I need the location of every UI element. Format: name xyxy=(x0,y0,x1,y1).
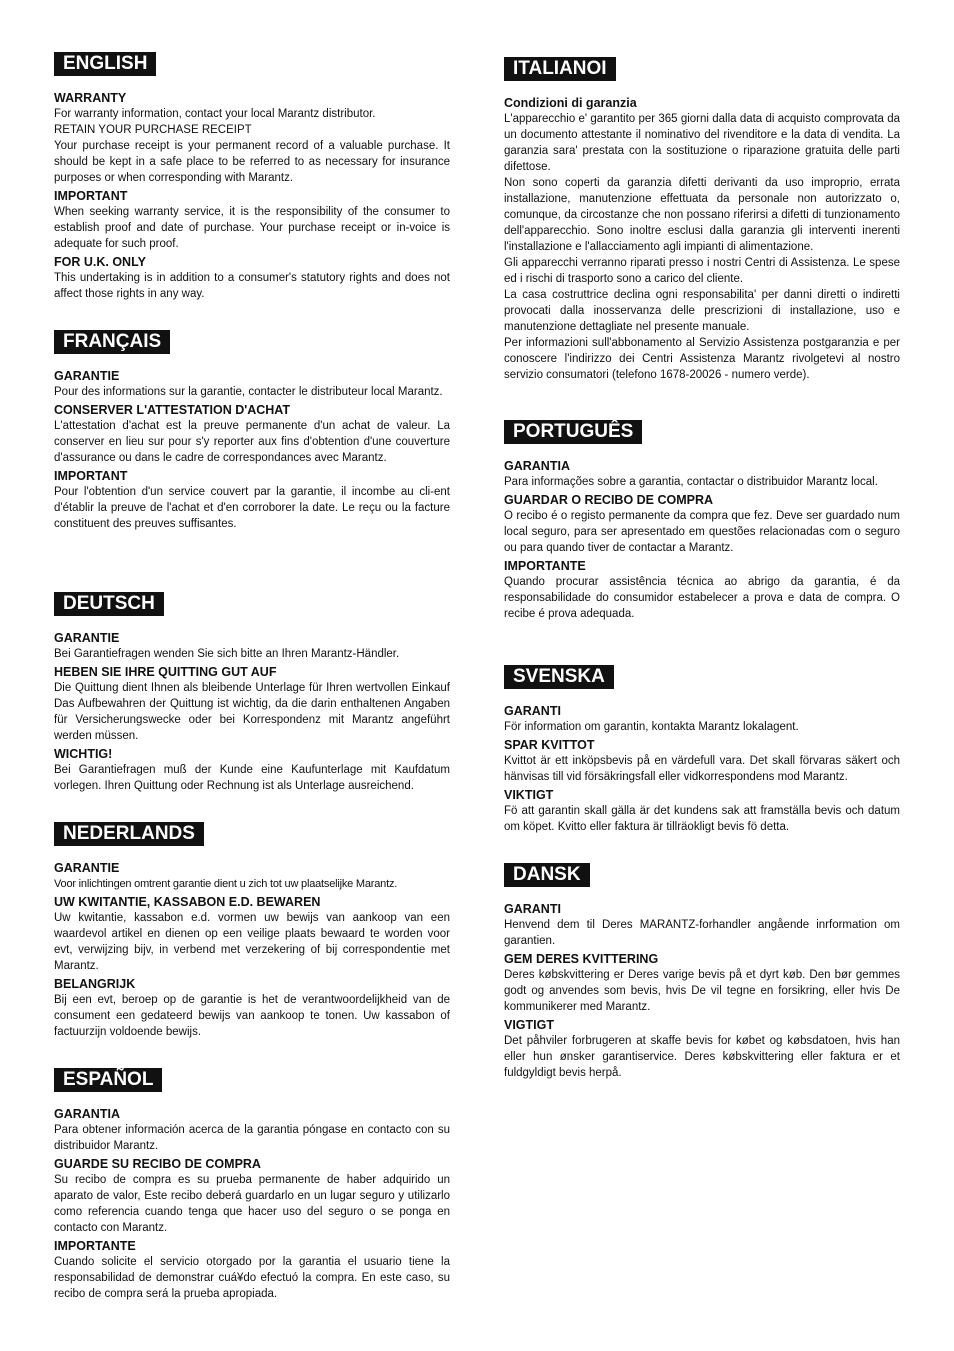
section-title: DEUTSCH xyxy=(54,592,164,616)
paragraph: Bij een evt, beroep op de garantie is het de verantwoordelijkheid van de consument een gedateerd bewijs van aankoop te tonen. Uw kassabon of factuurzijn voldoende bewijs. xyxy=(54,994,450,1038)
paragraph: Kvittot är ett inköpsbevis på en värdefull vara. Det skall förvaras säkert och hänvisas till vid försäkringsfall eller vidkorrespondens mod Marantz. xyxy=(504,755,900,783)
section-heading: CONSERVER L'ATTESTATION D'ACHAT xyxy=(54,403,291,417)
section-heading: GUARDE SU RECIBO DE COMPRA xyxy=(54,1157,261,1171)
section-heading: GARANTIE xyxy=(54,369,120,383)
section-heading: IMPORTANTE xyxy=(504,559,586,573)
section-heading: WARRANTY xyxy=(54,91,127,105)
section-heading: WICHTIG! xyxy=(54,747,113,761)
section-heading: IMPORTANT xyxy=(54,469,128,483)
paragraph: Deres købskvittering er Deres varige bevis på et dyrt køb. Den bør gemmes godt og anvendes som bevis, hvis De vil tegne en forsikring, eller hvis De kommunikerer med Marantz. xyxy=(504,969,900,1013)
section-heading: GARANTIA xyxy=(504,459,570,473)
section-heading: GARANTI xyxy=(504,902,561,916)
english-section xyxy=(54,52,450,304)
paragraph: Pour des informations sur la garantie, contacter le distributeur local Marantz. xyxy=(54,386,443,398)
paragraph: Uw kwitantie, kassabon e.d. vormen uw bewijs van aankoop van een waardevol artikel en dienen op een veilige plaats bewaard te worden voor evt, verwijzing bijv, in verbend met verzekering of bij correspondentie met Marantz. xyxy=(54,912,450,972)
section-title: SVENSKA xyxy=(504,665,614,689)
paragraph: RETAIN YOUR PURCHASE RECEIPT xyxy=(54,124,252,136)
paragraph: Para informações sobre a garantia, contactar o distribuidor Marantz local. xyxy=(504,476,878,488)
portugues-section xyxy=(504,420,900,624)
paragraph: L'apparecchio e' garantito per 365 giorni dalla data di acquisto comprovata da un documento attestante il nominativo del rivenditore e la data di vendita. La garanzia sara' prestata con la sostituzione o riparazione gratuita delle parti difettose. xyxy=(504,113,900,173)
paragraph: Det påhviler forbrugeren at skaffe bevis for købet og købsdatoen, hvis han eller hun ønsker garantiservice. Deres købskvittering eller faktura er et fuldgyldigt bevis herpå. xyxy=(504,1035,900,1079)
svenska-section xyxy=(504,665,900,837)
paragraph: Cuando solicite el servicio otorgado por la garantia el usuario tiene la responsabilidad de demonstrar cuá¥do efectuó la compra. En este caso, su recibo de compra será la prueba apropiada. xyxy=(54,1256,450,1300)
section-heading: IMPORTANT xyxy=(54,189,128,203)
paragraph: Bei Garantiefragen muß der Kunde eine Kaufunterlage mit Kaufdatum vorlegen. Ihren Quittung oder Rechnung ist als Unterlage ausreichend. xyxy=(54,764,450,792)
paragraph: Per informazioni sull'abbonamento al Servizio Assistenza postgaranzia e per conoscere l'indirizzo dei Centri Assistenza Marantz rivolgetevi al nostro servizio consumatori (telefono 1678-20026 - numero verde). xyxy=(504,337,900,381)
section-heading: Condizioni di garanzia xyxy=(504,96,637,110)
section-heading: VIKTIGT xyxy=(504,788,554,802)
nederlands-section xyxy=(54,822,450,1042)
paragraph: Para obtener información acerca de la garantia póngase en contacto con su distribuidor Marantz. xyxy=(54,1124,450,1152)
section-title: DANSK xyxy=(504,863,590,887)
paragraph: For warranty information, contact your local Marantz distributor. xyxy=(54,108,376,120)
paragraph: O recibo é o registo permanente da compra que fez. Deve ser guardado num local seguro, para ser apresentado em questões relacionadas com o seguro ou para quando tiver de contactar a Marantz. xyxy=(504,510,900,554)
section-heading: GARANTIE xyxy=(54,861,120,875)
paragraph: L'attestation d'achat est la preuve permanente d'un achat de valeur. La conserver en lieu sur pour s'y reporter aux fins d'obtention d'une couverture d'assurance ou dans le cadre de correspondances avec Marantz. xyxy=(54,420,450,464)
paragraph: Gli apparecchi verranno riparati presso i nostri Centri di Assistenza. Le spese ed i rischi di trasporto sono a carico del cliente. xyxy=(504,257,900,285)
paragraph: Pour l'obtention d'un service couvert par la garantie, il incombe au cli-ent d'établir la preuve de l'achat et d'en corroborer la date. Le reçu ou la facture constituent des preuves suffisantes. xyxy=(54,486,450,530)
paragraph: Fö att garantin skall gälla är det kundens sak att framställa bevis och datum om köpet. Kvitto eller faktura är tillräokligt bevis fö detta. xyxy=(504,805,900,833)
section-title: NEDERLANDS xyxy=(54,822,204,846)
section-heading: GARANTIE xyxy=(54,631,120,645)
section-heading: FOR U.K. ONLY xyxy=(54,255,146,269)
section-heading: GARANTIA xyxy=(54,1107,120,1121)
francais-section xyxy=(54,330,450,534)
paragraph: Quando procurar assistência técnica ao abrigo da garantia, é da responsabilidade do consumidor estabelecer a prova e data de compra. O recibe é prova adequada. xyxy=(504,576,900,620)
section-heading: UW KWITANTIE, KASSABON E.D. BEWAREN xyxy=(54,895,321,909)
section-heading: SPAR KVITTOT xyxy=(504,738,595,752)
section-heading: BELANGRIJK xyxy=(54,977,136,991)
paragraph: För information om garantin, kontakta Marantz lokalagent. xyxy=(504,721,799,733)
paragraph: When seeking warranty service, it is the responsibility of the consumer to establish proof and date of purchase. Your purchase receipt or in-voice is adequate for such proof. xyxy=(54,206,450,250)
paragraph: Your purchase receipt is your permanent record of a valuable purchase. It should be kept in a safe place to be referred to as necessary for insurance purposes or when corresponding with Marantz. xyxy=(54,140,450,184)
paragraph: Bei Garantiefragen wenden Sie sich bitte an Ihren Marantz-Händler. xyxy=(54,648,400,660)
paragraph: This undertaking is in addition to a consumer's statutory rights and does not affect those rights in any way. xyxy=(54,272,450,300)
paragraph: Su recibo de compra es su prueba permanente de haber adquirido un aparato de valor, Este recibo deberá guardarlo en un lugar seguro y utilizarlo como referencia cuando tenga que hacer uso del seguro o se ponga en contacto con Marantz. xyxy=(54,1174,450,1234)
section-heading: IMPORTANTE xyxy=(54,1239,136,1253)
paragraph: Die Quittung dient Ihnen als bleibende Unterlage für Ihren wertvollen Einkauf Das Aufbewahren der Quittung ist wichtig, da die darin enthaltenen Angaben für Versicherungswecke oder bei Korrespondenz mit Marantz angeführt werden müssen. xyxy=(54,682,450,742)
section-title: PORTUGUÊS xyxy=(504,420,642,444)
section-title: FRANÇAIS xyxy=(54,330,170,354)
paragraph: Voor inlichtingen omtrent garantie dient u zich tot uw plaatselijke Marantz. xyxy=(54,878,398,890)
espanol-section xyxy=(54,1068,450,1304)
section-heading: HEBEN SIE IHRE QUITTING GUT AUF xyxy=(54,665,277,679)
section-title: ITALIANOI xyxy=(504,57,616,81)
section-heading: VIGTIGT xyxy=(504,1018,554,1032)
section-heading: GEM DERES KVITTERING xyxy=(504,952,659,966)
paragraph: Non sono coperti da garanzia difetti derivanti da uso improprio, errata installazione, manutenzione effettuata da personale non autorizzato o, comunque, da circostanze che non possano riferirsi a difetti di tunzionamento dell'apparecchio. Sono inoltre esclusi dalla garanzia gli interventi inerenti l'installazione e l'allacciamento agli impianti di alimentazione. xyxy=(504,177,900,253)
section-heading: GARANTI xyxy=(504,704,561,718)
paragraph: La casa costruttrice declina ogni responsabilita' per danni diretti o indiretti provocati dalla inosservanza delle prescrizioni di installazione, uso e manutenzione dettagliate nel presente manuale. xyxy=(504,289,900,333)
section-title: ENGLISH xyxy=(54,52,156,76)
dansk-section xyxy=(504,863,900,1083)
paragraph: Henvend dem til Deres MARANTZ-forhandler angående inrformation om garantien. xyxy=(504,919,900,947)
italiano-section xyxy=(504,57,900,385)
section-heading: GUARDAR O RECIBO DE COMPRA xyxy=(504,493,714,507)
section-title: ESPAÑOL xyxy=(54,1068,162,1092)
deutsch-section xyxy=(54,592,450,796)
